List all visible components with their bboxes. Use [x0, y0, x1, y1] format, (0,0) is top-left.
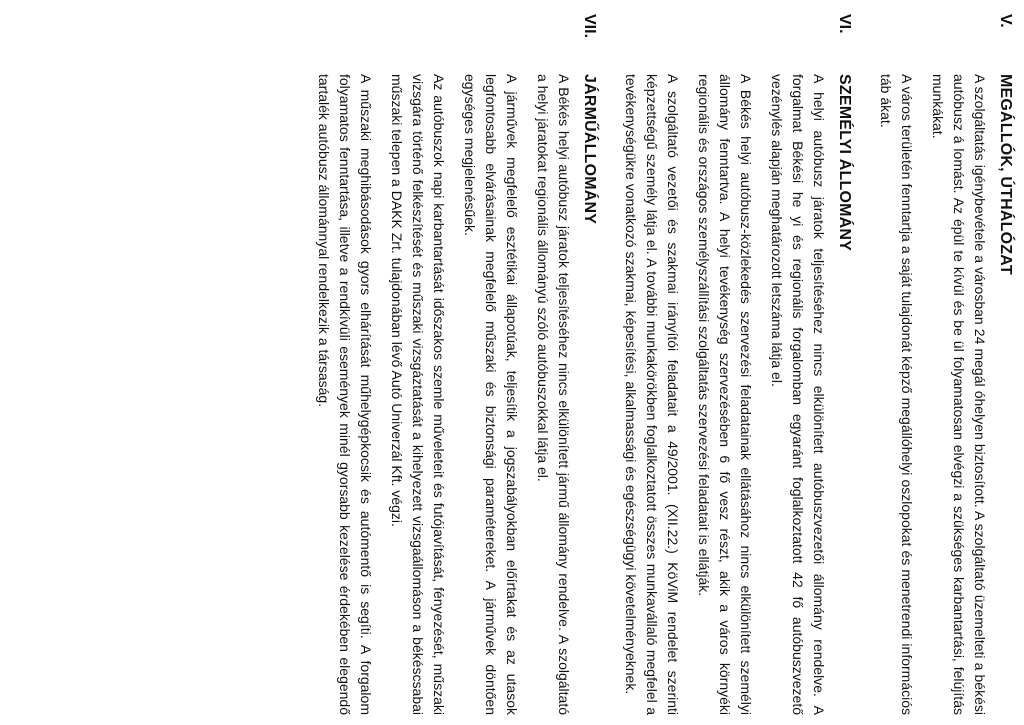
section-vii	[313, 14, 598, 715]
section-heading	[835, 14, 853, 715]
section-title: MEGÁLLÓK, ÚTHÁLÓZAT	[997, 74, 1014, 275]
section-body	[313, 14, 574, 715]
section-body	[620, 14, 829, 715]
section-number: V.	[997, 14, 1014, 28]
section-body	[875, 14, 990, 715]
section-heading	[580, 14, 598, 715]
paragraph: A Békés helyi autóbusz-közlekedés szervezési feladatainak ellátásához nincs elkülönített személyi állomány fenntartva. A helyi tevékenység szervezésében 6 fő vesz részt, akik a város környéki regionális és országos személyszállítási szolgáltatás szervezési feladatait is ellátják.	[696, 74, 754, 715]
paragraph: A szolgáltatás igénybevétele a városban 24 megál óhelyen biztosított. A szolgáltató üzemelteti a békési autóbusz á lomást. Az épül te kívül és be ül folyamatosan elvégzi a szükséges karbantartási, felújítás munkákat.	[930, 74, 988, 715]
paragraph: A műszaki meghibásodások gyors elhárítását műhelygépkocsik és autómentő is segíti. A forgalom folyamatos fenntartása, illetve a rendkívüli események minél gyorsabb kezelése érdekében elegendő tartalék autóbusz állománnyal rendelkezik a társaság.	[316, 74, 374, 715]
paragraph: A Békés helyi autóbusz járatok teljesítéséhez nincs elkülönített jármű állomány rendelve. A szolgáltató a helyi járatokat regionális állományú szóló autóbuszokkal látja el.	[535, 74, 572, 715]
section-title: SZEMÉLYI ÁLLOMÁNY	[836, 74, 853, 252]
section-title: JÁRMŰÁLLOMÁNY	[581, 74, 598, 225]
section-v	[875, 14, 1014, 715]
section-vi	[620, 14, 853, 715]
paragraph: Az autóbuszok napi karbantartását időszakos szemle műveleteit és futójavítását, fényezését, műszaki vizsgára történő felkészítését és műszaki vizsgáztatását a kihelyezett vizsgaállomáson a békéscsabai műszaki telepen a DAKK Zrt. tulajdonában lévő Autó Univerzál Kft. végzi.	[389, 74, 447, 715]
paragraph: A járművek megfelelő esztétikai állapotúak, teljesítik a jogszabályokban előírtakat és az utasok legfontosabb elvárásainak megfelelő műszaki és biztonsági paramétereket. A járművek döntően egységes megjelenésűek.	[462, 74, 520, 715]
paragraph: A helyi autóbusz járatok teljesítéséhez nincs elkülönített autóbuszvezetői állomány rendelve. A forgalmat Békési he yi és regionális forgalomban egyaránt foglalkoztatott 42 fő autóbuszvezető vezénylés alapján meghatározott letszáma látja el.	[769, 74, 827, 715]
section-number: VII.	[581, 14, 598, 39]
paragraph: A szolgáltató vezetői és szakmai irányítói feladatait a 49/2001. (XII.22.) KöViM rendelet szerinti képzettségű személy látja el. A további munkakörökben foglalkoztatott összes munkavállaló megfelel a tevékenységükre vonatkozó szakmai, képesítési, alkalmassági és egészségügyi követelményeknek.	[623, 74, 681, 715]
paragraph: A város területén fenntartja a saját tulajdonát képző megállóhelyi oszlopokat és menetrendi információs táb ákat.	[878, 74, 915, 715]
section-heading	[996, 14, 1014, 715]
section-number: VI.	[836, 14, 853, 34]
